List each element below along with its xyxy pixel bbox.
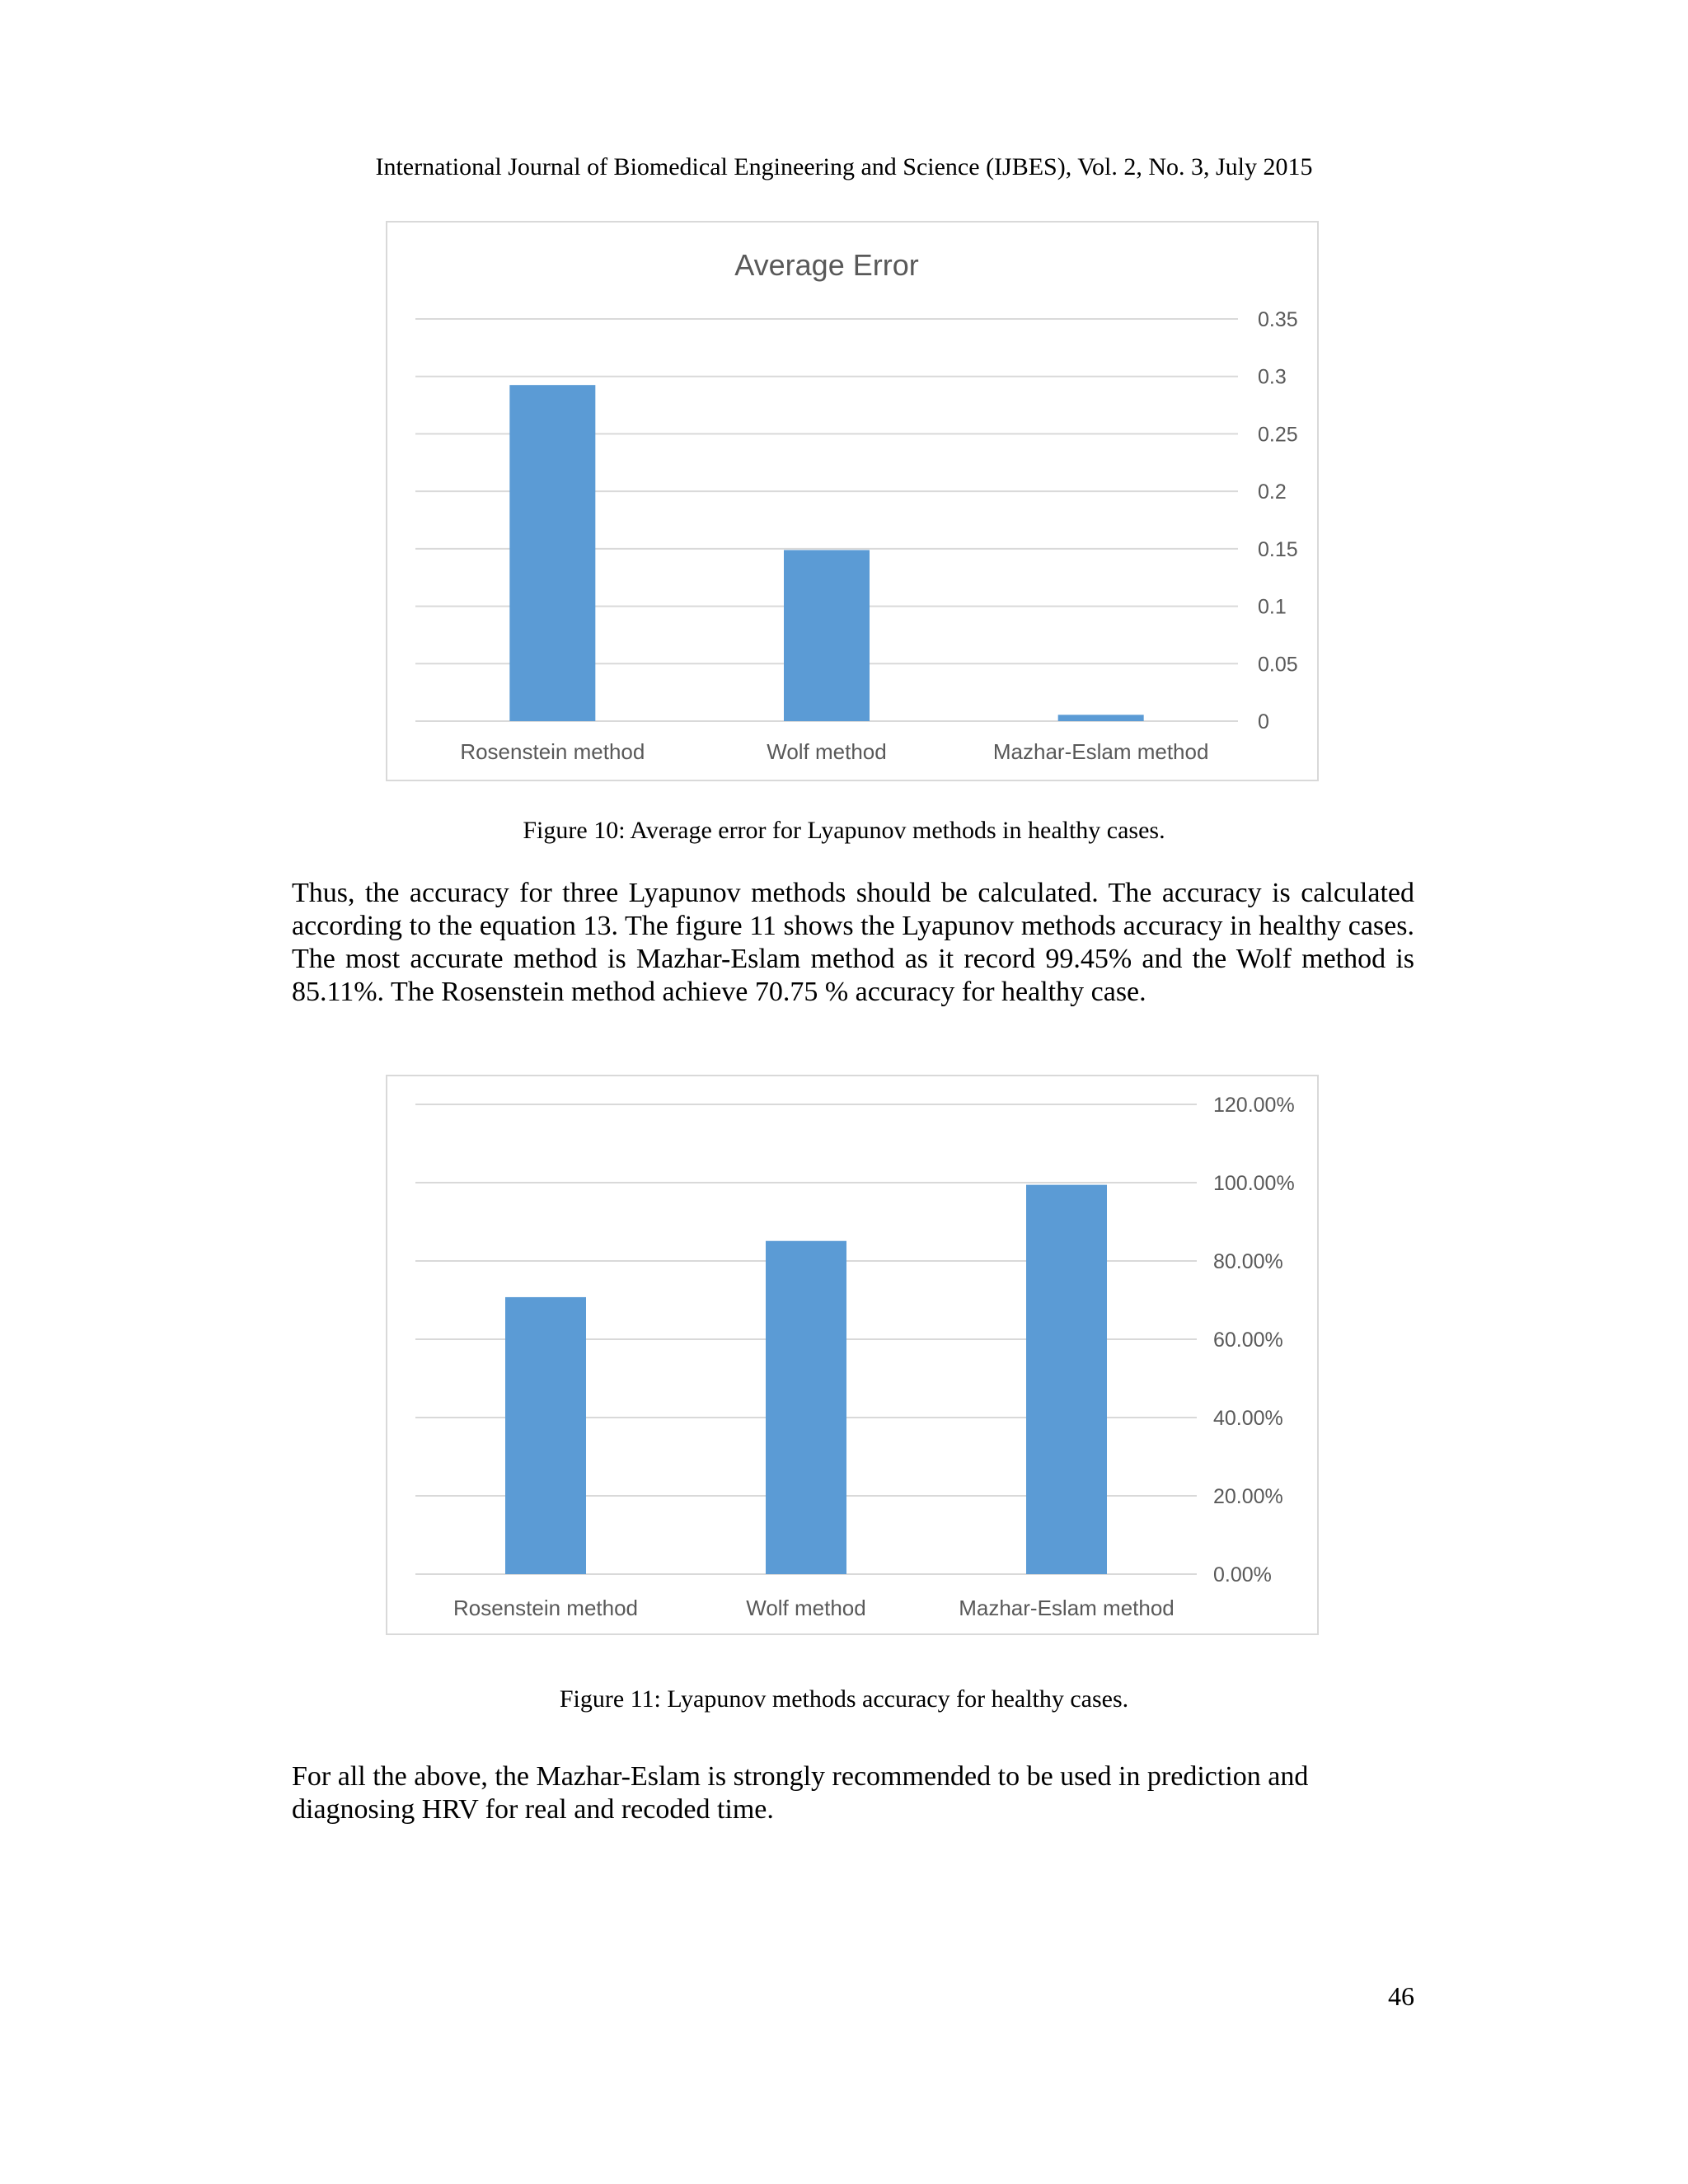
y-tick-label: 0 — [1258, 710, 1269, 733]
y-tick-label: 80.00% — [1213, 1250, 1283, 1273]
y-tick-label: 0.25 — [1258, 423, 1298, 447]
y-tick-label: 0.1 — [1258, 595, 1287, 619]
y-tick-label: 40.00% — [1213, 1407, 1283, 1430]
y-tick-label: 0.35 — [1258, 308, 1298, 331]
x-category-label: Wolf method — [746, 1596, 866, 1620]
y-tick-label: 60.00% — [1213, 1329, 1283, 1352]
x-category-label: Mazhar-Eslam method — [992, 739, 1209, 764]
body-paragraph-2: For all the above, the Mazhar-Eslam is strongly recommended to be used in prediction and diagnosing HRV for real and recoded time. — [292, 1761, 1309, 1825]
average-error-bar-chart — [387, 223, 1317, 780]
x-category-label: Mazhar-Eslam method — [959, 1596, 1175, 1620]
accuracy-bar-chart — [387, 1076, 1317, 1633]
x-category-label: Rosenstein method — [452, 1596, 639, 1620]
bar-wolf-method — [784, 550, 870, 721]
y-tick-label: 0.00% — [1213, 1563, 1272, 1586]
page-number: 46 — [1388, 1981, 1414, 2011]
bar-rosenstein-method — [509, 385, 595, 721]
y-tick-label: 100.00% — [1213, 1172, 1295, 1195]
running-header: International Journal of Biomedical Engineering and Science (IJBES), Vol. 2, No. 3, July 2015 — [375, 153, 1313, 180]
figure-10-caption: Figure 10: Average error for Lyapunov methods in healthy cases. — [523, 817, 1165, 844]
y-tick-label: 0.2 — [1258, 480, 1287, 504]
x-category-label: Rosenstein method — [460, 739, 645, 764]
bar-mazhar-eslam-method — [1058, 715, 1144, 721]
bar-mazhar-eslam-method — [1026, 1185, 1107, 1574]
figure-11-caption: Figure 11: Lyapunov methods accuracy for healthy cases. — [559, 1685, 1129, 1713]
figure-11-chart — [386, 1075, 1319, 1635]
y-tick-label: 120.00% — [1213, 1094, 1295, 1117]
y-tick-label: 0.15 — [1258, 537, 1298, 561]
figure-10-chart — [386, 221, 1319, 781]
y-tick-label: 0.3 — [1258, 365, 1287, 389]
body-paragraph-1: Thus, the accuracy for three Lyapunov methods should be calculated. The accuracy is calculated according to the equation 13. The figure 11 shows the Lyapunov methods accuracy in healthy cases. The most accurate method is Mazhar-Eslam method as it record 99.45% and the Wolf method is 85.11%. The Rosenstein method achieve 70.75 % accuracy for healthy case. — [292, 878, 1414, 1007]
chart-title: Average Error — [734, 248, 919, 282]
bar-wolf-method — [766, 1241, 846, 1574]
y-tick-label: 20.00% — [1213, 1485, 1283, 1508]
y-tick-label: 0.05 — [1258, 653, 1298, 677]
x-category-label: Wolf method — [767, 739, 887, 764]
bar-rosenstein-method — [505, 1297, 586, 1574]
